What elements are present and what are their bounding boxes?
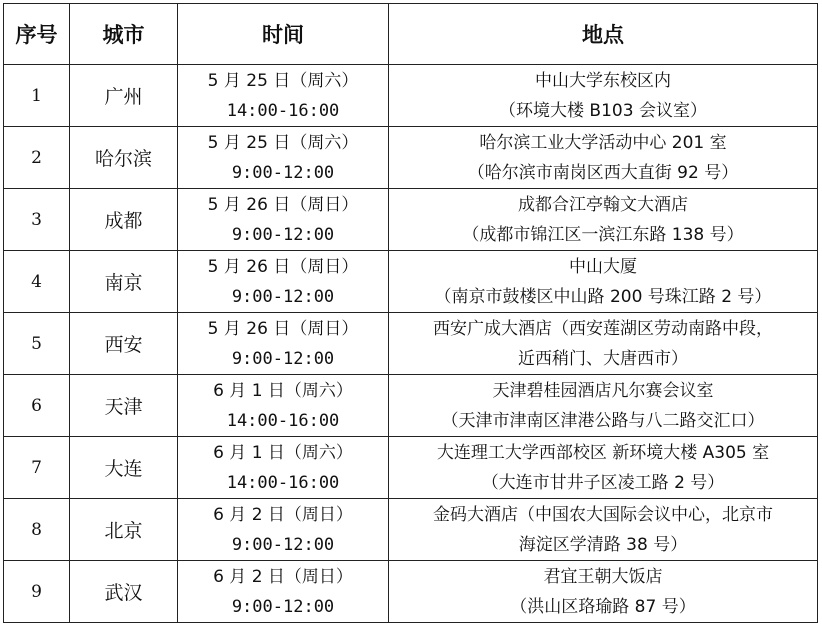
row-place-line1: 中山大厦 xyxy=(569,256,637,277)
row-place xyxy=(389,65,818,127)
table-row xyxy=(4,437,818,499)
row-date: 6 月 1 日（周六） xyxy=(213,442,353,463)
row-city: 大连 xyxy=(70,437,178,499)
row-place xyxy=(389,127,818,189)
row-time xyxy=(178,313,389,375)
row-index: 5 xyxy=(4,313,70,375)
row-city: 北京 xyxy=(70,499,178,561)
header-row xyxy=(4,4,818,65)
row-place-line1: 西安广成大酒店（西安莲湖区劳动南路中段， xyxy=(433,318,773,339)
table-row xyxy=(4,561,818,623)
table-row xyxy=(4,65,818,127)
row-time xyxy=(178,375,389,437)
row-place-line1: 天津碧桂园酒店凡尔赛会议室 xyxy=(492,380,714,401)
table-row xyxy=(4,251,818,313)
row-hours: 9:00-12:00 xyxy=(231,534,335,555)
row-time xyxy=(178,189,389,251)
row-index: 3 xyxy=(4,189,70,251)
row-time xyxy=(178,437,389,499)
row-place-line1: 哈尔滨工业大学活动中心 201 室 xyxy=(479,132,727,153)
row-time xyxy=(178,499,389,561)
header-time: 时间 xyxy=(178,4,389,65)
table-row xyxy=(4,499,818,561)
row-hours: 14:00-16:00 xyxy=(226,472,340,493)
row-place-line2: （南京市鼓楼区中山路 200 号珠江路 2 号） xyxy=(434,286,772,307)
table-row xyxy=(4,189,818,251)
header-index: 序号 xyxy=(4,4,70,65)
row-date: 6 月 1 日（周六） xyxy=(213,380,353,401)
row-time xyxy=(178,65,389,127)
row-date: 6 月 2 日（周日） xyxy=(213,566,353,587)
row-date: 5 月 26 日（周日） xyxy=(207,256,359,277)
row-place-line1: 金码大酒店（中国农大国际会议中心，北京市 xyxy=(433,504,773,525)
row-hours: 14:00-16:00 xyxy=(226,410,340,431)
row-city: 哈尔滨 xyxy=(70,127,178,189)
row-date: 5 月 26 日（周日） xyxy=(207,318,359,339)
row-index: 2 xyxy=(4,127,70,189)
row-place xyxy=(389,189,818,251)
row-date: 5 月 26 日（周日） xyxy=(207,194,359,215)
row-place xyxy=(389,561,818,623)
row-city: 南京 xyxy=(70,251,178,313)
row-index: 8 xyxy=(4,499,70,561)
row-place-line2: （环境大楼 B103 会议室） xyxy=(499,100,707,121)
row-hours: 14:00-16:00 xyxy=(226,100,340,121)
row-place xyxy=(389,437,818,499)
row-hours: 9:00-12:00 xyxy=(231,596,335,617)
table-header xyxy=(4,4,818,65)
row-place-line1: 成都合江亭翰文大酒店 xyxy=(518,194,688,215)
row-place-line1: 中山大学东校区内 xyxy=(535,70,671,91)
row-date: 5 月 25 日（周六） xyxy=(207,70,359,91)
row-date: 6 月 2 日（周日） xyxy=(213,504,353,525)
row-place xyxy=(389,499,818,561)
row-city: 西安 xyxy=(70,313,178,375)
header-city: 城市 xyxy=(70,4,178,65)
table-row xyxy=(4,313,818,375)
row-index: 6 xyxy=(4,375,70,437)
row-city: 天津 xyxy=(70,375,178,437)
row-time xyxy=(178,251,389,313)
row-time xyxy=(178,561,389,623)
row-index: 7 xyxy=(4,437,70,499)
table-body xyxy=(4,65,818,623)
row-date: 5 月 25 日（周六） xyxy=(207,132,359,153)
row-hours: 9:00-12:00 xyxy=(231,224,335,245)
row-time xyxy=(178,127,389,189)
row-index: 4 xyxy=(4,251,70,313)
schedule-table xyxy=(3,3,818,623)
row-index: 9 xyxy=(4,561,70,623)
row-place-line1: 君宜王朝大饭店 xyxy=(543,566,663,587)
table-row xyxy=(4,127,818,189)
row-place-line2: （成都市锦江区一滨江东路 138 号） xyxy=(462,224,744,245)
row-place-line2: （洪山区珞瑜路 87 号） xyxy=(510,596,696,617)
row-city: 广州 xyxy=(70,65,178,127)
row-hours: 9:00-12:00 xyxy=(231,286,335,307)
row-place xyxy=(389,251,818,313)
row-place-line1: 大连理工大学西部校区 新环境大楼 A305 室 xyxy=(436,442,770,463)
table-row xyxy=(4,375,818,437)
row-index: 1 xyxy=(4,65,70,127)
row-place-line2: （大连市甘井子区凌工路 2 号） xyxy=(481,472,725,493)
row-place-line2: （天津市津南区津港公路与八二路交汇口） xyxy=(441,410,765,431)
row-hours: 9:00-12:00 xyxy=(231,162,335,183)
row-hours: 9:00-12:00 xyxy=(231,348,335,369)
row-place xyxy=(389,375,818,437)
header-place: 地点 xyxy=(389,4,818,65)
row-city: 成都 xyxy=(70,189,178,251)
row-place-line2: （哈尔滨市南岗区西大直街 92 号） xyxy=(467,162,739,183)
row-place-line2: 近西稍门、大唐西市） xyxy=(518,348,688,369)
row-place-line2: 海淀区学清路 38 号） xyxy=(518,534,688,555)
row-place xyxy=(389,313,818,375)
row-city: 武汉 xyxy=(70,561,178,623)
